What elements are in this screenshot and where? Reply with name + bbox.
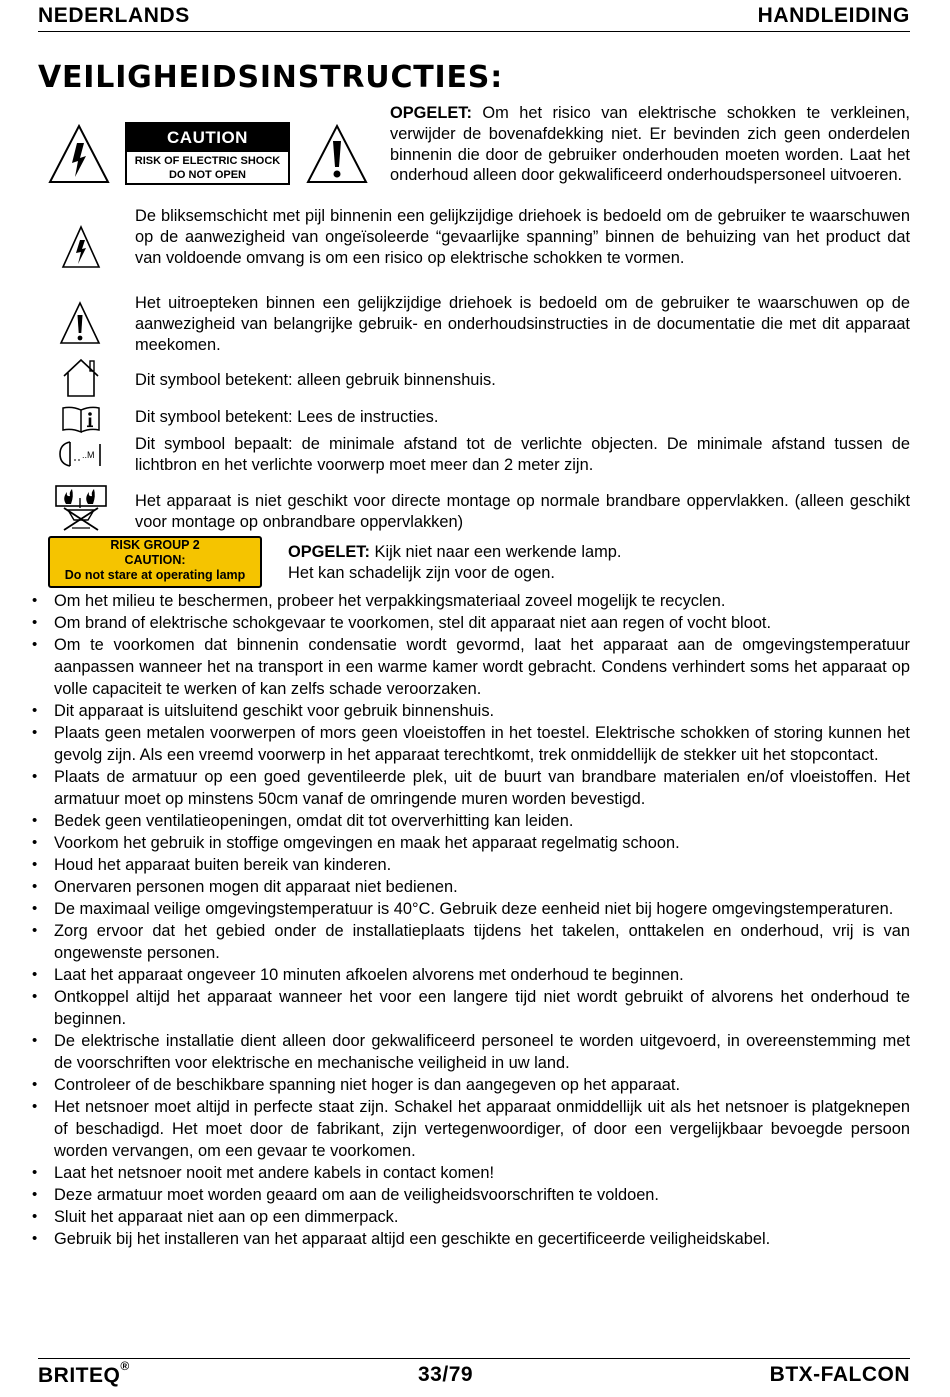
distance-description: Dit symbool bepaalt: de minimale afstand tot de verlichte objecten. De minimale afstand tussen de lichtbron en het verlichte voorwerp moet meer dan 2 meter zijn. — [135, 435, 910, 474]
lightning-description: De bliksemschicht met pijl binnenin een gelijkzijdige driehoek is bedoeld om de gebruiker te waarschuwen op de aanwezigheid van ongeïsoleerde “gevaarlijke spanning” binnen de behuizing van het product dat van voldoende omvang is om een risico op elektrische schokken te vormen. — [135, 207, 910, 267]
flammable-description: Het apparaat is niet geschikt voor directe montage op normale brandbare oppervlakken. (alleen geschikt voor montage op onbrandbare oppervlakken) — [135, 492, 910, 531]
header-language: NEDERLANDS — [38, 4, 190, 27]
footer-brand — [38, 1359, 130, 1388]
list-item: • Onervaren personen mogen dit apparaat niet bedienen. — [28, 876, 910, 898]
indoor-description: Dit symbool betekent: alleen gebruik binnenshuis. — [135, 371, 496, 389]
lightning-warning-icon — [47, 123, 111, 185]
list-item: • Laat het netsnoer nooit met andere kabels in contact komen! — [28, 1162, 910, 1184]
page-title: VEILIGHEIDSINSTRUCTIES: — [38, 60, 503, 95]
list-item: • Houd het apparaat buiten bereik van kinderen. — [28, 854, 910, 876]
exclamation-description: Het uitroepteken binnen een gelijkzijdige driehoek is bedoeld om de gebruiker te waarschuwen op de aanwezigheid van belangrijke gebruik- en onderhoudsinstructies in de documentatie die met dit apparaat meekomen. — [135, 294, 910, 354]
header-doc-type: HANDLEIDING — [757, 4, 910, 27]
distance-icon-label: ..M — [82, 450, 95, 460]
footer-page-number: 33/79 — [418, 1363, 474, 1386]
lamp-warning — [288, 542, 888, 584]
list-item: • Plaats de armatuur op een goed geventileerde plek, uit de buurt van brandbare materialen en/of vloeistoffen. Het armatuur moet op minstens 50cm vanaf de omringende muren worden bevestigd. — [28, 766, 910, 810]
footer-model: BTX-FALCON — [769, 1363, 910, 1386]
indoor-use-icon — [60, 356, 102, 400]
list-item: • Voorkom het gebruik in stoffige omgevingen en maak het apparaat regelmatig schoon. — [28, 832, 910, 854]
safety-instructions-list — [28, 590, 910, 1250]
risk-group-label — [48, 536, 262, 588]
minimum-distance-icon — [56, 436, 104, 472]
caution-label-line2: DO NOT OPEN — [168, 168, 246, 181]
list-item: • Om te voorkomen dat binnenin condensatie wordt gevormd, laat het apparaat aan de omgevingstemperatuur aanpassen wanneer het na transport in een warme kamer wordt gebracht. Condens verhindert soms het apparaat op volle capaciteit te werken of kan zelfs schade veroorzaken. — [28, 634, 910, 700]
list-item: • Dit apparaat is uitsluitend geschikt voor gebruik binnenshuis. — [28, 700, 910, 722]
list-item: • Gebruik bij het installeren van het apparaat altijd een geschikte en gecertificeerde veiligheidskabel. — [28, 1228, 910, 1250]
page-footer — [38, 1358, 910, 1394]
list-item: • Deze armatuur moet worden geaard om aan de veiligheidsvoorschriften te voldoen. — [28, 1184, 910, 1206]
list-item: • De maximaal veilige omgevingstemperatuur is 40°C. Gebruik deze eenheid niet bij hogere omgevingstemperaturen. — [28, 898, 910, 920]
read-manual-icon — [60, 404, 102, 434]
list-item: • Ontkoppel altijd het apparaat wanneer het voor een langere tijd niet wordt gebruikt of alvorens het onderhoud te beginnen. — [28, 986, 910, 1030]
list-item: • Zorg ervoor dat het gebied onder de installatieplaats tijdens het takelen, onttakelen en onderhoud, vrij is van ongewenste personen. — [28, 920, 910, 964]
list-item: • Bedek geen ventilatieopeningen, omdat dit tot oververhitting kan leiden. — [28, 810, 910, 832]
list-item: • Sluit het apparaat niet aan op een dimmerpack. — [28, 1206, 910, 1228]
lamp-warning-line2: Het kan schadelijk zijn voor de ogen. — [288, 563, 555, 582]
caution-label-title: CAUTION — [127, 124, 288, 152]
manual-description: Dit symbool betekent: Lees de instructies. — [135, 408, 439, 426]
footer-brand-name: BRITEQ — [38, 1364, 121, 1387]
risk-group-title: RISK GROUP 2 — [110, 538, 200, 552]
list-item: • Laat het apparaat ongeveer 10 minuten afkoelen alvorens met onderhoud te beginnen. — [28, 964, 910, 986]
list-item: • Controleer of de beschikbare spanning niet hoger is dan aangegeven op het apparaat. — [28, 1074, 910, 1096]
no-flammable-surface-icon — [54, 484, 108, 534]
list-item: • Plaats geen metalen voorwerpen of mors geen vloeistoffen in het toestel. Elektrische schokken of storing kunnen het gevolg zijn. Als een vreemd voorwerp in het apparaat terechtkomt, trek onmiddellijk de stekker uit het stopcontact. — [28, 722, 910, 766]
exclamation-small-icon — [58, 300, 102, 346]
exclamation-warning-icon — [305, 123, 369, 185]
lamp-warning-label: OPGELET: — [288, 543, 370, 561]
lightning-small-icon — [60, 224, 102, 270]
list-item: • Om brand of elektrische schokgevaar te voorkomen, stel dit apparaat niet aan regen of vocht bloot. — [28, 612, 910, 634]
list-item: • De elektrische installatie dient alleen door gekwalificeerd personeel te worden uitgevoerd, in overeenstemming met de voorschriften voor elektrische en mechanische veiligheid in uw land. — [28, 1030, 910, 1074]
opgelet-text: Om het risico van elektrische schokken te verkleinen, verwijder de bovenafdekking niet. Er bevinden zich geen onderdelen binnenin die door de gebruiker onderhouden moeten worden. Laat het onderhoud alleen door gekwalificeerd onderhoudspersoneel uitvoeren. — [390, 104, 910, 185]
footer-registered-mark: ® — [120, 1359, 130, 1373]
opgelet-notice — [390, 103, 910, 186]
list-item: • Om het milieu te beschermen, probeer het verpakkingsmateriaal zoveel mogelijk te recyclen. — [28, 590, 910, 612]
lamp-warning-line1: Kijk niet naar een werkende lamp. — [369, 543, 622, 561]
opgelet-label: OPGELET: — [390, 104, 472, 122]
caution-label — [125, 122, 290, 185]
risk-group-warning: Do not stare at operating lamp — [64, 568, 246, 582]
risk-group-caution: CAUTION: — [124, 553, 186, 567]
list-item: • Het netsnoer moet altijd in perfecte staat zijn. Schakel het apparaat onmiddellijk uit als het netsnoer is platgeknepen of beschadigd. Het moet door de fabrikant, zijn vertegenwoordiger, of door een vergelijkbaar bevoegde persoon worden vervangen, om een gevaar te voorkomen. — [28, 1096, 910, 1162]
caution-label-line1: RISK OF ELECTRIC SHOCK — [134, 155, 281, 167]
page-header — [38, 2, 910, 32]
